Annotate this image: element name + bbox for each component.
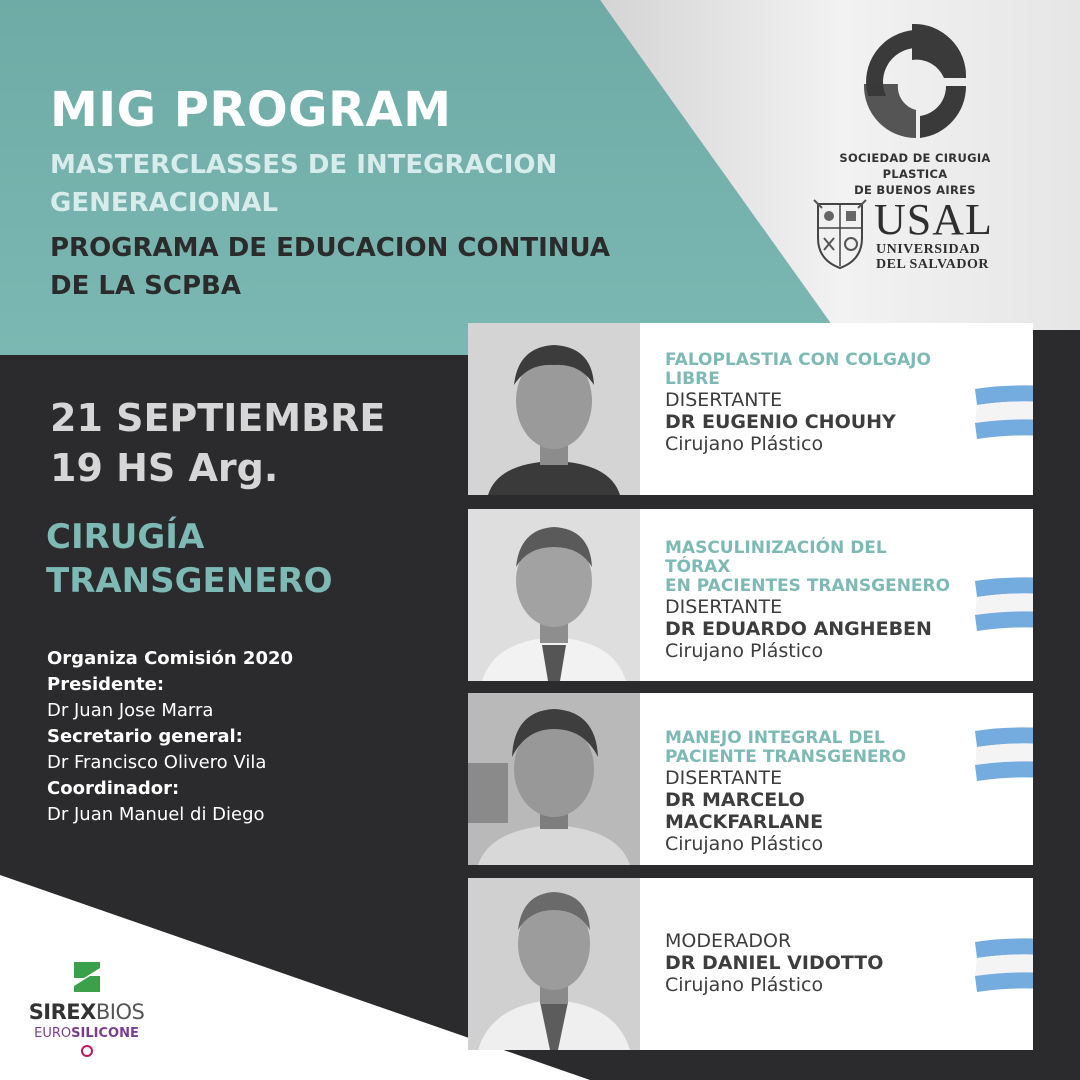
moderator-card	[468, 878, 1033, 1050]
president-name: Dr Juan Jose Marra	[47, 700, 214, 721]
topic-line: CIRUGÍA	[46, 517, 205, 557]
sirex-mark-icon	[72, 960, 102, 994]
speaker-info	[665, 539, 953, 662]
event-datetime	[50, 393, 385, 493]
usal-name-line: UNIVERSIDAD	[876, 242, 981, 257]
speaker-card	[468, 693, 1033, 865]
sponsor-circle-icon	[76, 1045, 98, 1057]
event-topic	[46, 515, 333, 603]
secretary-label: Secretario general:	[47, 726, 243, 747]
usal-logo	[812, 195, 1012, 278]
speaker-label: DISERTANTE	[665, 596, 783, 618]
program-title: MIG PROGRAM	[50, 82, 452, 138]
speaker-name: DR MARCELO MACKFARLANE	[665, 789, 824, 833]
talk-title	[665, 539, 953, 596]
speaker-card	[468, 323, 1033, 495]
portrait-icon	[468, 323, 640, 495]
speaker-info	[665, 351, 953, 455]
moderator-name: DR DANIEL VIDOTTO	[665, 952, 884, 974]
argentina-flag-icon	[971, 725, 1033, 783]
organizers-heading: Organiza Comisión 2020	[47, 648, 294, 669]
program-line: DE LA SCPBA	[50, 271, 241, 301]
portrait-icon	[468, 878, 640, 1050]
society-name	[810, 150, 1020, 198]
event-date: 21 SEPTIEMBRE	[50, 396, 386, 440]
speaker-label: DISERTANTE	[665, 389, 783, 411]
secretary-name: Dr Francisco Olivero Vila	[47, 752, 267, 773]
talk-title-line: EN PACIENTES TRANSGENERO	[665, 576, 951, 596]
speaker-name: DR EUGENIO CHOUHY	[665, 411, 896, 433]
sponsor-brand	[24, 1000, 149, 1024]
society-emblem-icon	[854, 20, 979, 145]
usal-name-line: DEL SALVADOR	[876, 257, 989, 272]
speaker-role: Cirujano Plástico	[665, 433, 824, 455]
talk-title-line: MASCULINIZACIÓN DEL TÓRAX	[665, 538, 887, 577]
organizers-block	[47, 646, 293, 828]
portrait-icon	[468, 693, 640, 865]
talk-title-line: MANEJO INTEGRAL DEL	[665, 728, 885, 748]
moderator-label: MODERADOR	[665, 930, 792, 952]
event-time: 19 HS Arg.	[50, 446, 279, 490]
speaker-info	[665, 729, 953, 855]
moderator-photo	[468, 878, 640, 1050]
speaker-role: Cirujano Plástico	[665, 833, 824, 855]
coordinator-label: Coordinador:	[47, 778, 180, 799]
speaker-label: DISERTANTE	[665, 767, 783, 789]
talk-title-line: PACIENTE TRANSGENERO	[665, 747, 907, 767]
talk-title	[665, 351, 953, 389]
subtitle-line: GENERACIONAL	[50, 188, 279, 218]
sponsor-sub-bold: SILICONE	[71, 1026, 139, 1041]
program-description	[50, 229, 610, 305]
speaker-photo	[468, 509, 640, 681]
talk-title-line: LIBRE	[665, 369, 720, 389]
talk-title-line: FALOPLASTIA CON COLGAJO	[665, 350, 931, 370]
sponsor-sub	[24, 1026, 149, 1041]
program-subtitle	[50, 146, 557, 222]
president-label: Presidente:	[47, 674, 165, 695]
sponsor-brand-bold: SIREX	[28, 1000, 96, 1024]
argentina-flag-icon	[971, 383, 1033, 441]
sponsor-logo	[24, 950, 149, 1062]
crest-icon	[812, 198, 868, 272]
moderator-role: Cirujano Plástico	[665, 974, 824, 996]
usal-acronym: USAL	[874, 195, 993, 244]
talk-title	[665, 729, 953, 767]
sponsor-sub-thin: EURO	[34, 1026, 72, 1041]
argentina-flag-icon	[971, 936, 1033, 994]
moderator-info	[665, 930, 953, 996]
speaker-photo	[468, 323, 640, 495]
speaker-photo	[468, 693, 640, 865]
society-name-line: SOCIEDAD DE CIRUGIA PLASTICA	[839, 151, 991, 181]
speaker-card	[468, 509, 1033, 681]
coordinator-name: Dr Juan Manuel di Diego	[47, 804, 265, 825]
argentina-flag-icon	[971, 575, 1033, 633]
topic-line: TRANSGENERO	[46, 561, 333, 601]
speaker-role: Cirujano Plástico	[665, 640, 824, 662]
society-logo	[810, 20, 1020, 197]
sponsor-brand-thin: BIOS	[95, 1000, 145, 1024]
subtitle-line: MASTERCLASSES DE INTEGRACION	[50, 150, 558, 180]
usal-name	[876, 242, 989, 272]
society-name-line: DE BUENOS AIRES	[854, 183, 976, 197]
program-line: PROGRAMA DE EDUCACION CONTINUA	[50, 233, 610, 263]
portrait-icon	[468, 509, 640, 681]
speaker-name: DR EDUARDO ANGHEBEN	[665, 618, 932, 640]
